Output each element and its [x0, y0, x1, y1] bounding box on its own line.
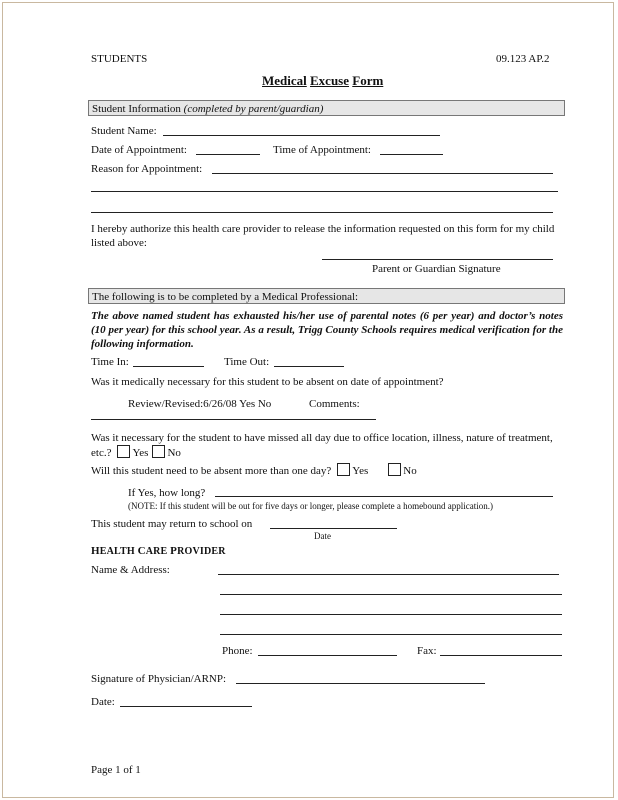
student-name-label: Student Name:	[91, 125, 157, 137]
title-word-2: Excuse	[310, 73, 350, 88]
more-days-yes-checkbox[interactable]	[337, 463, 350, 476]
fax-label: Fax:	[417, 645, 437, 657]
time-out-field[interactable]	[274, 366, 344, 367]
comments-field[interactable]	[91, 419, 376, 420]
parent-signature-field[interactable]	[322, 259, 553, 260]
how-long-field[interactable]	[215, 496, 553, 497]
exhausted-notes-text: The above named student has exhausted his/her use of parental notes (6 per year) and doctor’s notes (10 per year) for this school year. As a result, Trigg County Schools requires medical verification for the following information.	[91, 310, 563, 350]
time-of-appointment-field[interactable]	[380, 154, 443, 155]
date-of-appointment-label: Date of Appointment:	[91, 144, 187, 156]
how-long-label: If Yes, how long?	[128, 487, 206, 499]
heading-letter-h: H	[91, 545, 100, 557]
all-day-yes-label: Yes	[132, 447, 149, 459]
section2-heading-text: The following is to be completed by a Medical Professional:	[92, 291, 359, 303]
page-title	[262, 73, 383, 89]
reason-field-line-2[interactable]	[91, 191, 558, 192]
all-day-question	[91, 431, 563, 460]
date-label: Date:	[91, 696, 115, 708]
all-day-no-label: No	[167, 447, 181, 459]
return-date-label: Date	[314, 531, 331, 541]
more-than-one-day-question	[91, 463, 417, 477]
more-days-no-label: No	[403, 465, 417, 477]
header-left: STUDENTS	[91, 53, 148, 65]
address-field-line-1[interactable]	[218, 574, 559, 575]
comments-label: Comments:	[309, 398, 360, 410]
time-in-field[interactable]	[133, 366, 204, 367]
return-to-school-label: This student may return to school on	[91, 518, 253, 530]
heading-part-2: ARE	[145, 546, 171, 557]
title-word-3: Form	[352, 73, 384, 88]
medically-necessary-question: Was it medically necessary for this student to be absent on date of appointment?	[91, 376, 444, 388]
address-field-line-4[interactable]	[220, 634, 562, 635]
section-student-info-heading	[88, 100, 565, 116]
reason-field-line-1[interactable]	[212, 173, 553, 174]
return-date-field[interactable]	[270, 528, 397, 529]
time-out-label: Time Out:	[224, 356, 270, 368]
time-of-appointment-label: Time of Appointment:	[273, 144, 371, 156]
heading-letter-p: P	[170, 545, 178, 557]
section1-heading-text: Student Information	[92, 103, 181, 115]
all-day-question-text: Was it necessary for the student to have missed all day due to office location, illness, nature of treatment, etc.?	[91, 432, 553, 459]
section-medical-professional-heading	[88, 288, 565, 304]
address-field-line-2[interactable]	[220, 594, 562, 595]
time-in-label: Time In:	[91, 356, 129, 368]
heading-part-3: ROVIDER	[177, 546, 226, 557]
name-address-label: Name & Address:	[91, 564, 170, 576]
title-word-1: Medical	[262, 73, 307, 88]
reason-field-line-3[interactable]	[91, 212, 553, 213]
review-revised-text: Review/Revised:6/26/08 Yes No	[128, 398, 272, 410]
heading-letter-c: C	[137, 545, 146, 557]
phone-label: Phone:	[222, 645, 253, 657]
heading-part-1: EALTH	[99, 546, 138, 557]
all-day-yes-checkbox[interactable]	[117, 445, 130, 458]
page-number: Page 1 of 1	[91, 764, 141, 776]
more-than-one-day-text: Will this student need to be absent more than one day?	[91, 465, 332, 477]
fax-field[interactable]	[440, 655, 562, 656]
homebound-note: (NOTE: If this student will be out for five days or longer, please complete a homebound application.)	[128, 501, 494, 511]
health-care-provider-heading	[91, 545, 226, 557]
phone-field[interactable]	[258, 655, 397, 656]
section1-heading-note: (completed by parent/guardian)	[183, 103, 324, 115]
date-field[interactable]	[120, 706, 252, 707]
reason-label: Reason for Appointment:	[91, 163, 203, 175]
header-right: 09.123 AP.2	[496, 53, 550, 65]
more-days-yes-label: Yes	[352, 465, 369, 477]
more-days-no-checkbox[interactable]	[388, 463, 401, 476]
date-of-appointment-field[interactable]	[196, 154, 260, 155]
all-day-no-checkbox[interactable]	[152, 445, 165, 458]
student-name-field[interactable]	[163, 135, 440, 136]
authorization-text: I hereby authorize this health care provider to release the information requested on this form for my child listed above:	[91, 223, 555, 249]
address-field-line-3[interactable]	[220, 614, 562, 615]
parent-signature-label: Parent or Guardian Signature	[372, 263, 501, 275]
physician-signature-label: Signature of Physician/ARNP:	[91, 673, 227, 685]
physician-signature-field[interactable]	[236, 683, 485, 684]
